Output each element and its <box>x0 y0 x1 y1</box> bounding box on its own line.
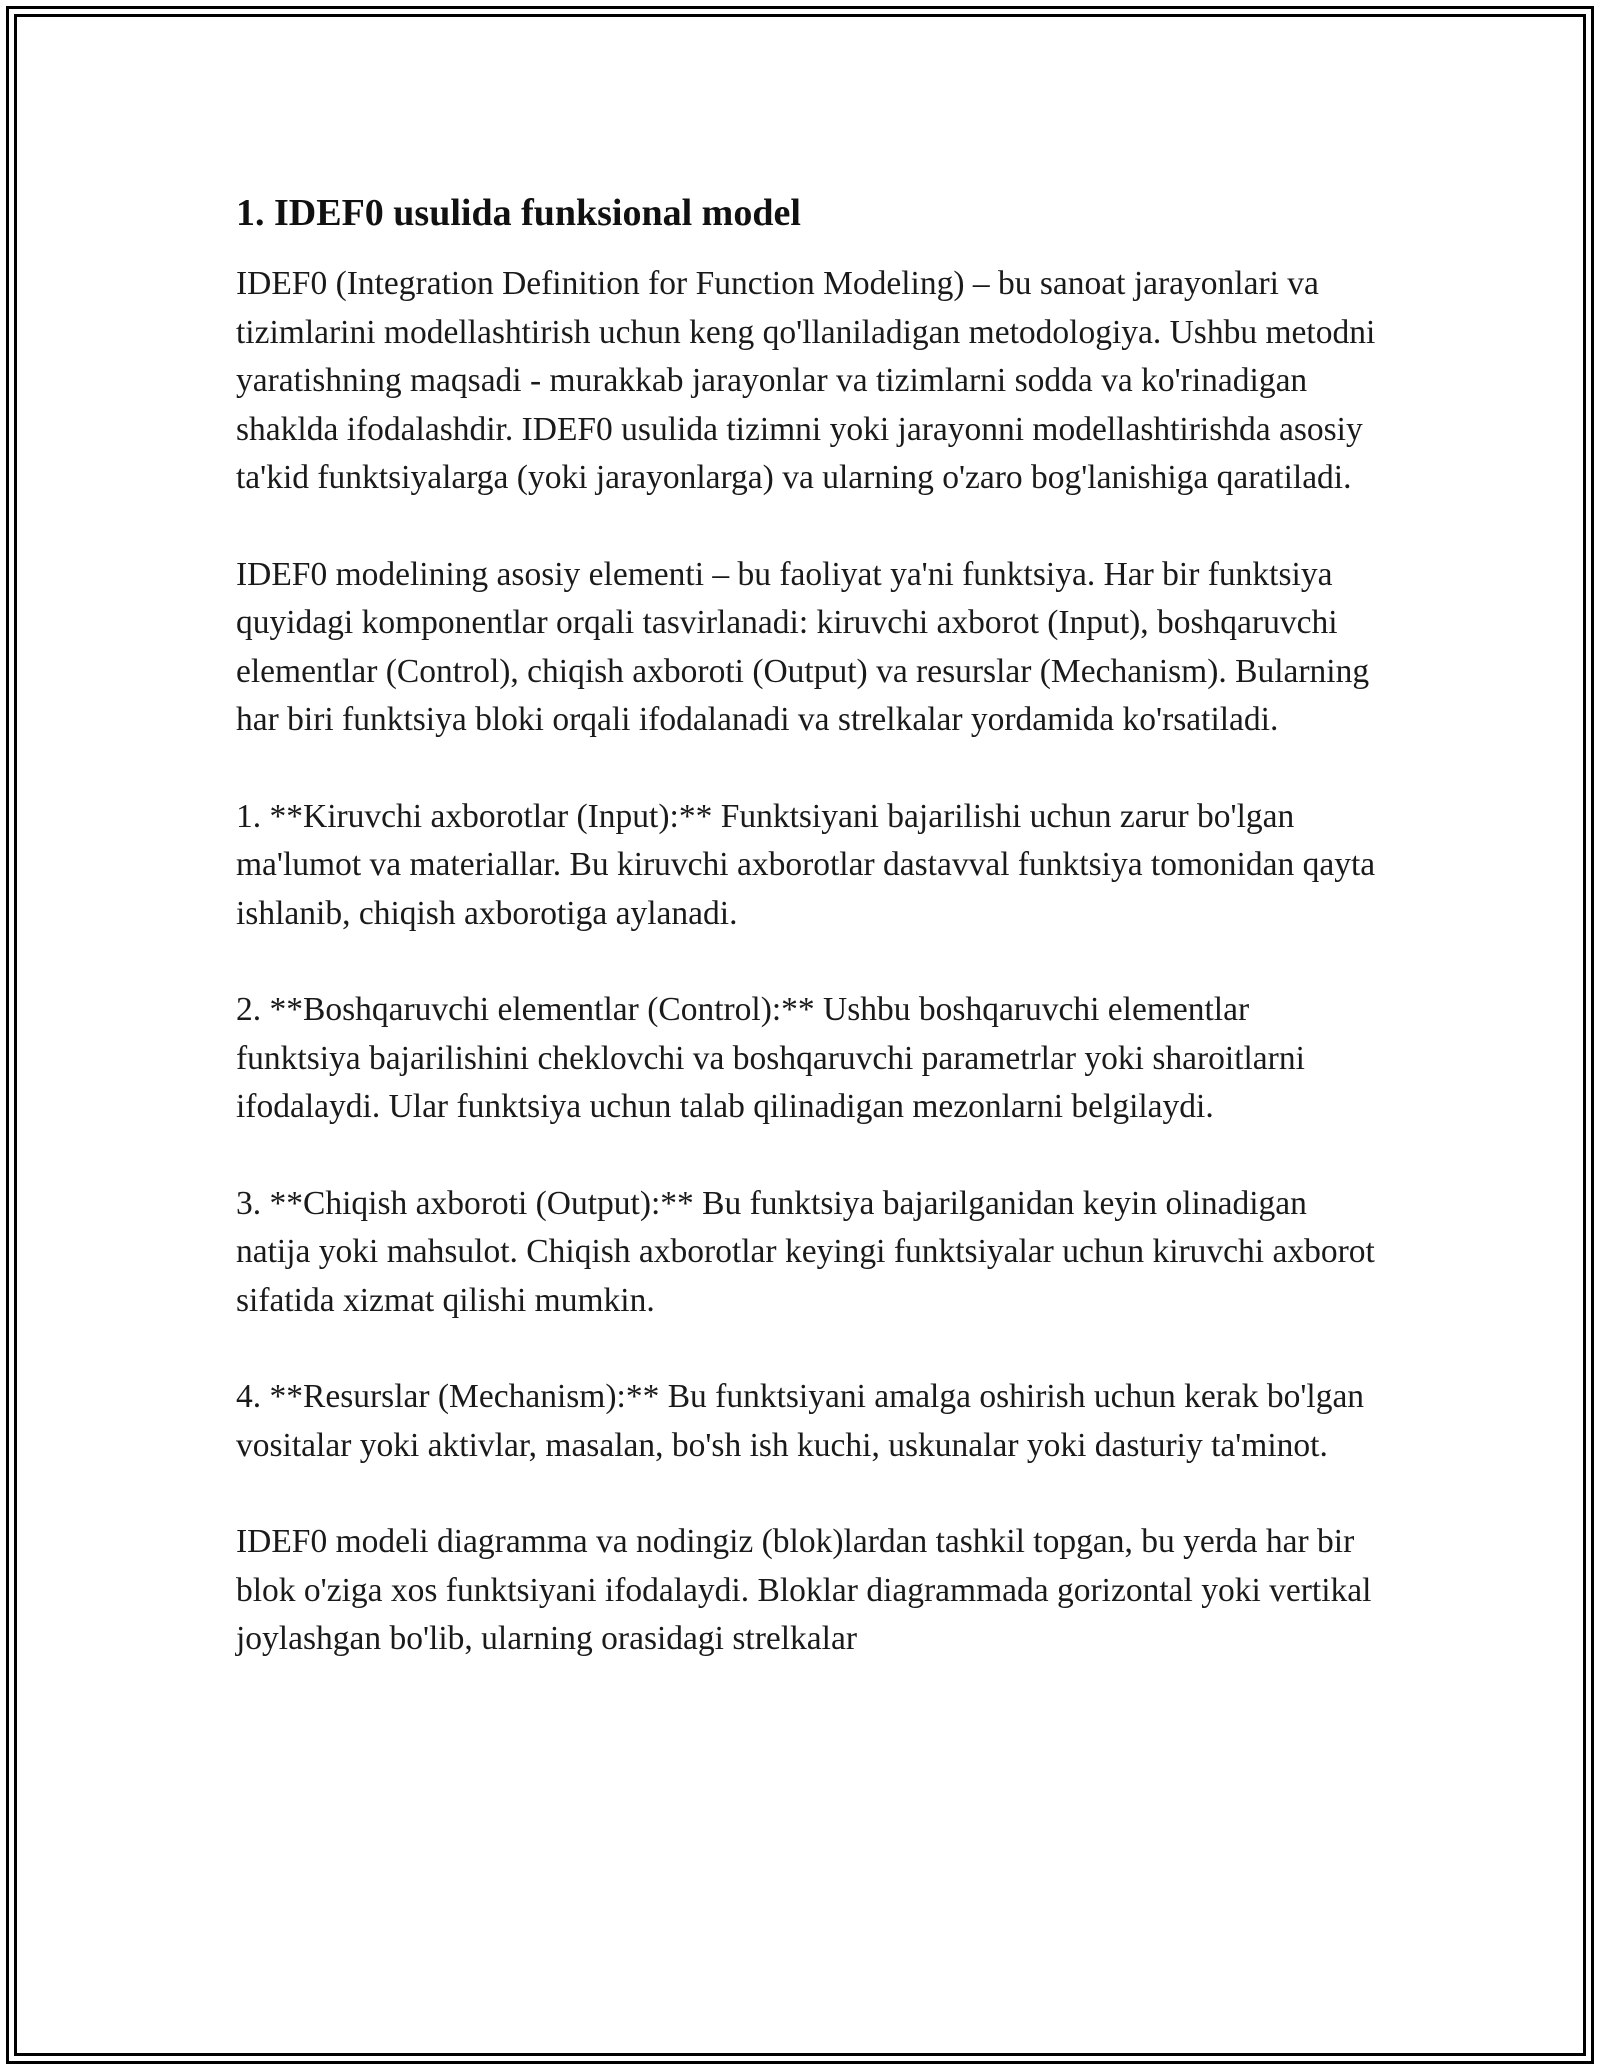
paragraph-main-element: IDEF0 modelining asosiy elementi – bu faoliyat ya'ni funktsiya. Har bir funktsiya quyidagi komponentlar orqali tasvirlanadi: kiruvchi axborot (Input), boshqaruvchi elementlar (Control), chiqish axboroti (Output) va resurslar (Mechanism). Bularning har biri funktsiya bloki orqali ifodalanadi va strelkalar yordamida ko'rsatiladi. <box>236 555 1370 738</box>
section-heading: 1. IDEF0 usulida funksional model <box>236 192 801 234</box>
paragraph-intro: IDEF0 (Integration Definition for Function Modeling) – bu sanoat jarayonlari va tizimlarini modellashtirish uchun keng qo'llaniladigan metodologiya. Ushbu metodni yaratishning maqsadi - murakkab jarayonlar va tizimlarni sodda va ko'rinadigan shaklda ifodalashdir. IDEF0 usulida tizimni yoki jarayonni modellashtirishda asosiy ta'kid funktsiyalarga (yoki jarayonlarga) va ularning o'zaro bog'lanishiga qaratiladi. <box>236 265 1376 496</box>
list-item-input: 1. **Kiruvchi axborotlar (Input):** Funktsiyani bajarilishi uchun zarur bo'lgan ma'lumot va materiallar. Bu kiruvchi axborotlar dastavval funktsiya tomonidan qayta ishlanib, chiqish axborotiga aylanadi. <box>236 797 1376 932</box>
list-item-control: 2. **Boshqaruvchi elementlar (Control):** Ushbu boshqaruvchi elementlar funktsiya bajarilishini cheklovchi va boshqaruvchi parametrlar yoki sharoitlarni ifodalaydi. Ular funktsiya uchun talab qilinadigan mezonlarni belgilaydi. <box>236 991 1305 1125</box>
document-body <box>236 184 1376 1712</box>
list-item-output: 3. **Chiqish axboroti (Output):** Bu funktsiya bajarilganidan keyin olinadigan natija yoki mahsulot. Chiqish axborotlar keyingi funktsiyalar uchun kiruvchi axborot sifatida xizmat qilishi mumkin. <box>236 1184 1375 1319</box>
list-item-mechanism: 4. **Resurslar (Mechanism):** Bu funktsiyani amalga oshirish uchun kerak bo'lgan vositalar yoki aktivlar, masalan, bo'sh ish kuchi, uskunalar yoki dasturiy ta'minot. <box>236 1378 1365 1464</box>
paragraph-diagram: IDEF0 modeli diagramma va nodingiz (blok)lardan tashkil topgan, bu yerda har bir blok o'ziga xos funktsiyani ifodalaydi. Bloklar diagrammada gorizontal yoki vertikal joylashgan bo'lib, ularning orasidagi strelkalar <box>236 1523 1372 1657</box>
